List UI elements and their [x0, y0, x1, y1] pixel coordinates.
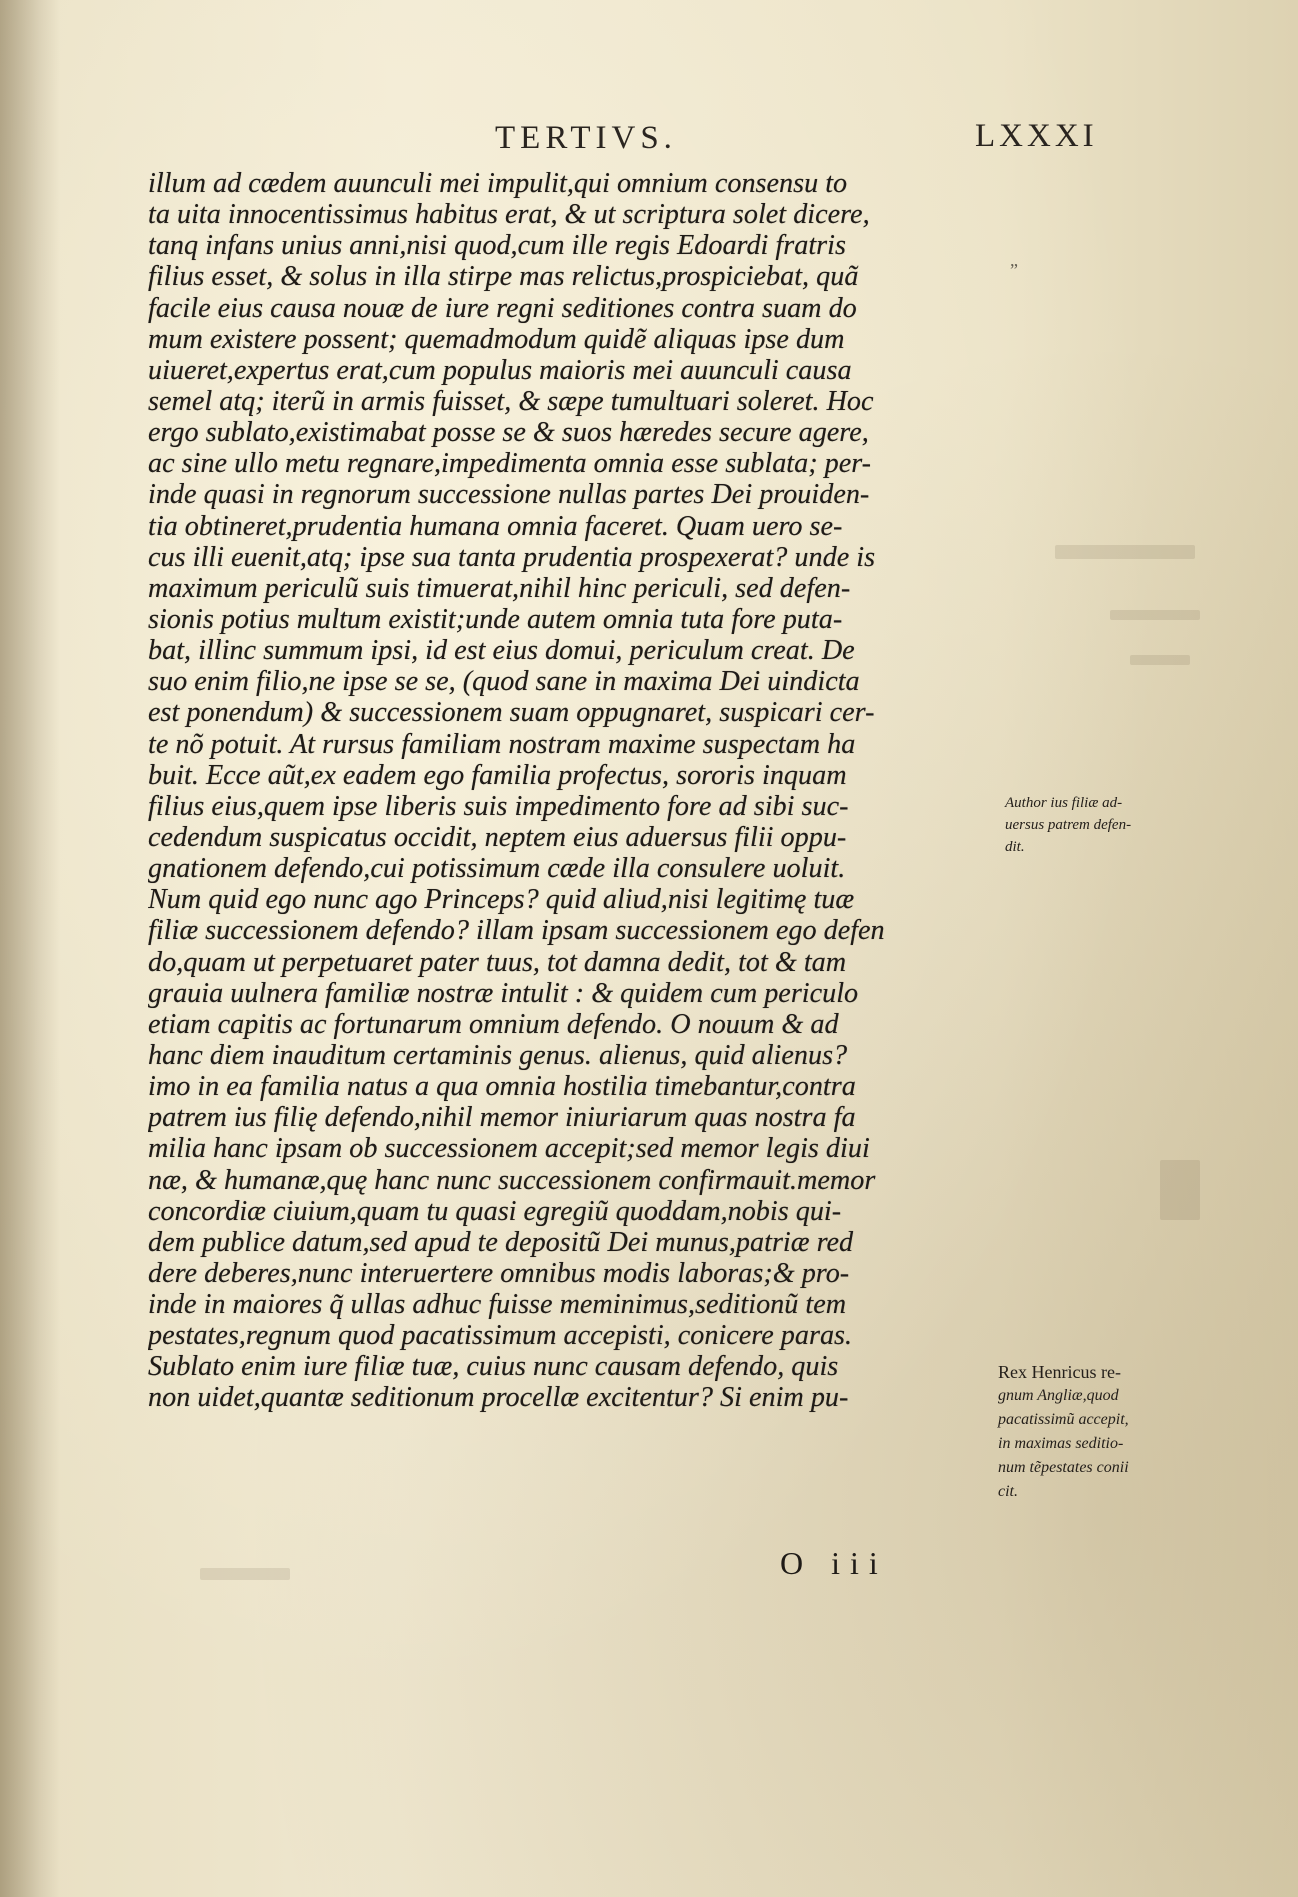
text-line: facile eius causa nouæ de iure regni seditiones contra suam do	[148, 292, 857, 324]
note-line: Rex Henricus re-	[998, 1362, 1121, 1382]
signature-mark: O iii	[780, 1545, 888, 1581]
text-line: Sublato enim iure filiæ tuæ, cuius nunc causam defendo, quis	[148, 1351, 839, 1383]
margin-note-henricus	[998, 1360, 1129, 1504]
text-line: sionis potius multum existit;unde autem omnia tuta fore puta-	[148, 603, 843, 635]
show-through-mark	[1110, 610, 1200, 620]
text-line: etiam capitis ac fortunarum omnium defendo. O nouum & ad	[148, 1008, 839, 1040]
text-line: bat, illinc summum ipsi, id est eius domui, periculum creat. De	[148, 635, 855, 667]
running-head: TERTIVS.	[495, 120, 677, 156]
text-line: do,quam ut perpetuaret pater tuus, tot damna dedit, tot & tam	[148, 946, 847, 978]
note-line: num tẽpestates conii	[998, 1459, 1129, 1476]
text-line: ergo sublato,existimabat posse se & suos hæredes secure agere,	[148, 417, 869, 449]
text-line: hanc diem inauditum certaminis genus. alienus, quid alienus?	[148, 1039, 848, 1071]
text-line: illum ad cædem auunculi mei impulit,qui omnium consensu to	[148, 168, 848, 199]
text-line: dem publice datum,sed apud te depositũ Dei munus,patriæ red	[148, 1226, 854, 1258]
text-line: mum existere possent; quemadmodum quidẽ aliquas ipse dum	[148, 323, 845, 355]
text-line: est ponendum) & successionem suam oppugnaret, suspicari cer-	[148, 697, 875, 729]
text-line: dere deberes,nunc interuertere omnibus modis laboras;& pro-	[148, 1257, 850, 1289]
note-line: in maximas seditio-	[998, 1435, 1124, 1452]
note-line: Author ius filiæ ad-	[1005, 795, 1123, 811]
text-line: Num quid ego nunc ago Princeps? quid aliud,nisi legitimę tuæ	[148, 884, 855, 916]
text-line: uiueret,expertus erat,cum populus maioris mei auunculi causa	[148, 354, 852, 386]
text-line: cedendum suspicatus occidit, neptem eius aduersus filii oppu-	[148, 821, 847, 853]
margin-note-author	[1005, 792, 1131, 858]
text-line: ta uita innocentissimus habitus erat, & ut scriptura solet dicere,	[148, 199, 870, 231]
text-line: inde quasi in regnorum successione nullas partes Dei prouiden-	[148, 479, 870, 511]
text-line: suo enim filio,ne ipse se se, (quod sane in maxima Dei uindicta	[148, 666, 860, 698]
main-text-block	[148, 168, 993, 1414]
text-line: semel atq; iterũ in armis fuisset, & sæpe tumultuari soleret. Hoc	[148, 385, 874, 417]
text-line: maximum periculũ suis timuerat,nihil hinc periculi, sed defen-	[148, 572, 851, 604]
show-through-mark	[1130, 655, 1190, 665]
text-line: inde in maiores q̃ ullas adhuc fuisse meminimus,seditionũ tem	[148, 1289, 847, 1321]
quote-mark: „	[1010, 250, 1018, 270]
text-line: tia obtineret,prudentia humana omnia faceret. Quam uero se-	[148, 510, 843, 542]
text-line: te nõ potuit. At rursus familiam nostram maxime suspectam ha	[148, 728, 856, 760]
text-line: pestates,regnum quod pacatissimum accepisti, conicere paras.	[148, 1320, 853, 1352]
text-line: patrem ius filię defendo,nihil memor iniuriarum quas nostra fa	[148, 1102, 856, 1134]
text-line: concordiæ ciuium,quam tu quasi egregiũ quoddam,nobis qui-	[148, 1195, 842, 1227]
text-line: milia hanc ipsam ob successionem accepit;sed memor legis diui	[148, 1133, 870, 1165]
text-line: ac sine ullo metu regnare,impedimenta omnia esse sublata; per-	[148, 448, 872, 480]
text-line: tanq infans unius anni,nisi quod,cum ille regis Edoardi fratris	[148, 230, 846, 262]
text-line: buit. Ecce aũt,ex eadem ego familia profectus, sororis inquam	[148, 759, 847, 791]
note-line: gnum Angliæ,quod	[998, 1387, 1119, 1404]
text-line: næ, & humanæ,quę hanc nunc successionem confirmauit.memor	[148, 1164, 876, 1196]
text-line: filius esset, & solus in illa stirpe mas relictus,prospiciebat, quã	[148, 261, 859, 293]
show-through-mark	[200, 1568, 290, 1580]
text-line: gnationem defendo,cui potissimum cæde illa consulere uoluit.	[148, 853, 846, 885]
text-line: grauia uulnera familiæ nostræ intulit : & quidem cum periculo	[148, 977, 859, 1009]
gutter-shadow	[0, 0, 60, 1897]
text-line: non uidet,quantæ seditionum procellæ excitentur? Si enim pu-	[148, 1382, 849, 1414]
note-line: uersus patrem defen-	[1005, 817, 1132, 833]
show-through-mark	[1160, 1160, 1200, 1220]
note-line: pacatissimũ accepit,	[998, 1411, 1129, 1428]
note-line: cit.	[998, 1483, 1018, 1500]
text-line: cus illi euenit,atq; ipse sua tanta prudentia prospexerat? unde is	[148, 541, 876, 573]
folio-number: LXXXI	[975, 118, 1098, 154]
text-line: imo in ea familia natus a qua omnia hostilia timebantur,contra	[148, 1071, 856, 1103]
text-line: filius eius,quem ipse liberis suis impedimento fore ad sibi suc-	[148, 790, 849, 822]
text-line: filiæ successionem defendo? illam ipsam successionem ego defen	[148, 915, 885, 947]
note-line: dit.	[1005, 839, 1025, 855]
show-through-mark	[1055, 545, 1195, 559]
